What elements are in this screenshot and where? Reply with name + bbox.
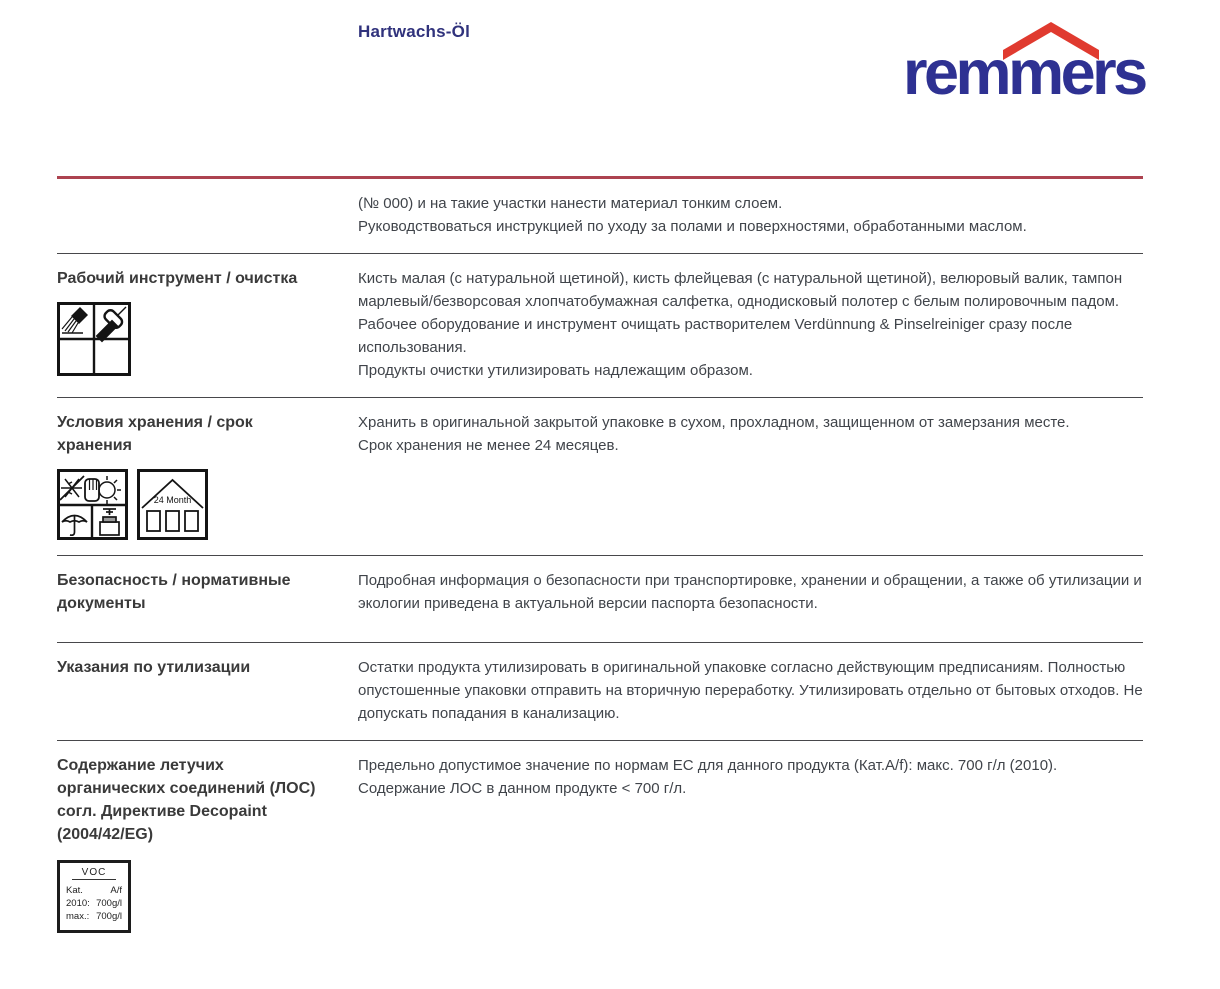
product-title: Hartwachs-Öl bbox=[358, 22, 470, 41]
page-header bbox=[57, 0, 1143, 176]
brush-and-roller-icon bbox=[57, 302, 131, 376]
voc-box-title: VOC bbox=[72, 867, 116, 880]
intro-paragraph: Руководствоваться инструкцией по уходу за полами и поверхностями, обработанными маслом. bbox=[358, 218, 1027, 235]
section-safety bbox=[57, 556, 1143, 643]
tools-paragraph: Продукты очистки утилизировать надлежащим образом. bbox=[358, 362, 753, 379]
section-heading: Рабочий инструмент / очистка bbox=[57, 270, 298, 287]
voc-paragraph: Предельно допустимое значение по нормам ЕС для данного продукта (Кат.A/f): макс. 700 г/л (2010). bbox=[358, 757, 1058, 774]
tools-paragraph: Кисть малая (с натуральной щетиной), кисть флейцевая (с натуральной щетиной), велюровый валик, тампон марлевый/безворсовая хлопчатобумажная салфетка, однодисковый полотер с белым полировочным падом. bbox=[358, 270, 1123, 310]
section-heading: Безопасность / нормативные документы bbox=[57, 572, 291, 612]
section-disposal bbox=[57, 643, 1143, 741]
tools-paragraph: Рабочее оборудование и инструмент очищать растворителем Verdünnung & Pinselreiniger сразу после использования. bbox=[358, 316, 1073, 356]
voc-row-value: 700g/l bbox=[96, 898, 122, 909]
section-heading: Условия хранения / срок хранения bbox=[57, 414, 253, 454]
protect-from-frost-sun-moisture-icon bbox=[57, 469, 128, 540]
remmers-logo bbox=[903, 20, 1145, 108]
voc-row-label: max.: bbox=[66, 911, 90, 922]
voc-paragraph: Содержание ЛОС в данном продукте < 700 г/л. bbox=[358, 780, 687, 797]
logo-wordmark: remmers bbox=[903, 38, 1145, 108]
disposal-paragraph: Остатки продукта утилизировать в оригинальной упаковке согласно действующим предписаниям. Полностью опустошенные упаковки отправить на вторичную переработку. Утилизировать отдельно от бытовых отходов. Не допускать попадания в канализацию. bbox=[358, 659, 1143, 722]
voc-content-icon bbox=[57, 860, 131, 933]
voc-row-value: 700g/l bbox=[96, 911, 122, 922]
section-voc bbox=[57, 741, 1143, 948]
section-tools-cleaning bbox=[57, 254, 1143, 398]
storage-paragraph: Срок хранения не менее 24 месяцев. bbox=[358, 437, 619, 454]
section-intro-label-column bbox=[57, 192, 358, 238]
voc-row-value: A/f bbox=[110, 885, 122, 896]
section-intro-body bbox=[358, 192, 1143, 238]
section-storage bbox=[57, 398, 1143, 556]
intro-paragraph: (№ 000) и на такие участки нанести материал тонким слоем. bbox=[358, 195, 783, 212]
storage-paragraph: Хранить в оригинальной закрытой упаковке в сухом, прохладном, защищенном от замерзания месте. bbox=[358, 414, 1070, 431]
section-heading: Содержание летучих органических соединений (ЛОС) согл. Директиве Decopaint (2004/42/EG) bbox=[57, 757, 316, 843]
storage-icons bbox=[57, 469, 328, 540]
safety-paragraph: Подробная информация о безопасности при транспортировке, хранении и обращении, а также об утилизации и экологии приведена в актуальной версии паспорта безопасности. bbox=[358, 572, 1142, 612]
voc-row-label: 2010: bbox=[66, 898, 90, 909]
storage-duration-label: 24 Month bbox=[153, 495, 192, 505]
store-24-months-icon bbox=[137, 469, 208, 540]
voc-row-label: Kat. bbox=[66, 885, 83, 896]
section-intro bbox=[57, 179, 1143, 254]
section-heading: Указания по утилизации bbox=[57, 659, 251, 676]
